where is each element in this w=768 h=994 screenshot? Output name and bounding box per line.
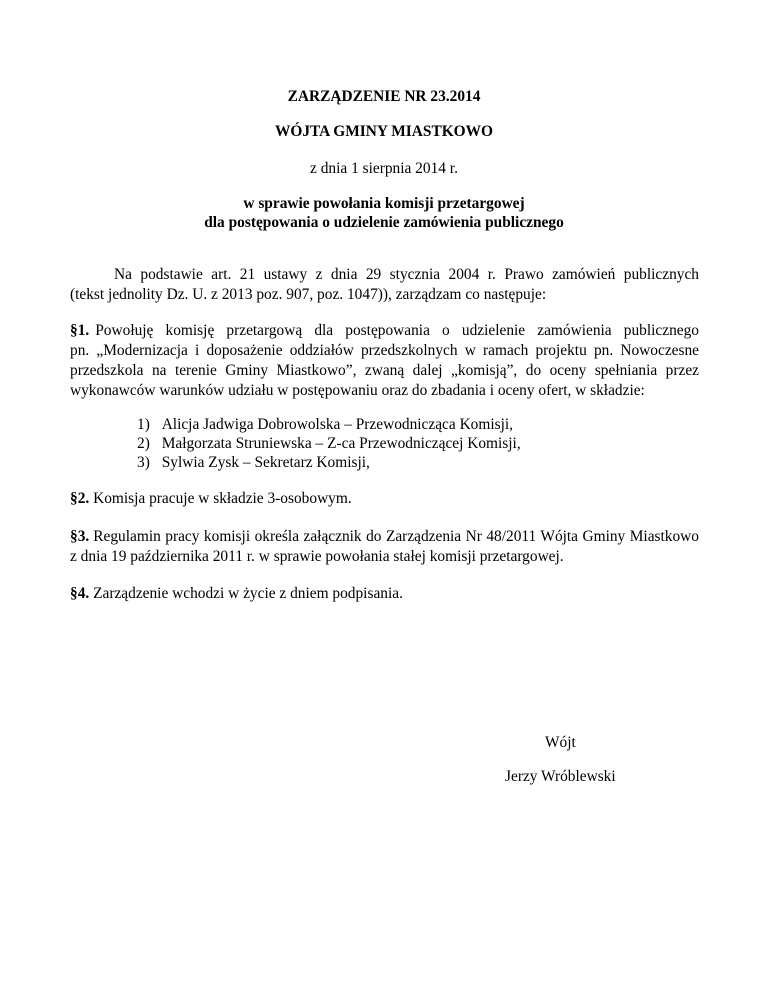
section-3-line-2: z dnia 19 października 2011 r. w sprawie powołania stałej komisji przetargowej. — [70, 548, 564, 565]
section-3-line-1: Regulamin pracy komisji określa załącznik do Zarządzenia Nr 48/2011 Wójta Gminy Miastkowo — [93, 528, 699, 545]
section-3-label: §3. — [70, 528, 90, 545]
list-item-number: 2) — [137, 435, 150, 452]
section-4-label: §4. — [70, 585, 90, 602]
list-item — [137, 454, 370, 472]
document-date: z dnia 1 sierpnia 2014 r. — [310, 160, 458, 177]
section-2-text: Komisja pracuje w składzie 3-osobowym. — [93, 490, 352, 507]
list-item-text: Sylwia Zysk – Sekretarz Komisji, — [161, 454, 370, 471]
section-1-line-4: wykonawców warunków udziału w postępowaniu oraz do zbadania i oceny ofert, w składzie: — [70, 382, 645, 399]
document-title: ZARZĄDZENIE NR 23.2014 — [287, 88, 481, 105]
section-2-label: §2. — [70, 490, 90, 507]
section-4 — [70, 585, 403, 603]
section-1-line-2: pn. „Modernizacja i doposażenie oddziałów przedszkolnych w ramach projektu pn. Nowoczesne — [70, 342, 699, 359]
signature-role: Wójt — [545, 734, 576, 751]
section-1-line-1: Powołuję komisję przetargową dla postępowania o udzielenie zamówienia publicznego — [95, 322, 699, 339]
section-1-label: §1. — [70, 322, 90, 339]
subject-line-1: w sprawie powołania komisji przetargowej — [243, 195, 525, 212]
list-item-number: 3) — [137, 454, 150, 471]
list-item-text: Alicja Jadwiga Dobrowolska – Przewodnicząca Komisji, — [161, 416, 514, 433]
list-item-number: 1) — [137, 416, 150, 433]
preamble-line-2: (tekst jednolity Dz. U. z 2013 poz. 907, poz. 1047)), zarządzam co następuje: — [70, 286, 547, 303]
section-4-text: Zarządzenie wchodzi w życie z dniem podpisania. — [93, 585, 403, 602]
subject-line-2: dla postępowania o udzielenie zamówienia publicznego — [204, 214, 564, 231]
section-2 — [70, 490, 352, 508]
preamble-line-1: Na podstawie art. 21 ustawy z dnia 29 stycznia 2004 r. Prawo zamówień publicznych — [114, 266, 699, 283]
list-item-text: Małgorzata Struniewska – Z-ca Przewodniczącej Komisji, — [161, 435, 521, 452]
list-item — [137, 435, 521, 453]
section-3-first-line — [70, 528, 699, 546]
section-1-line-3: przedszkola na terenie Gminy Miastkowo”, zwaną dalej „komisją”, do oceny spełniania przez — [70, 362, 699, 379]
section-1-first-line — [70, 322, 699, 340]
signature-name: Jerzy Wróblewski — [505, 768, 616, 785]
issuing-authority: WÓJTA GMINY MIASTKOWO — [274, 123, 494, 140]
list-item — [137, 416, 513, 434]
